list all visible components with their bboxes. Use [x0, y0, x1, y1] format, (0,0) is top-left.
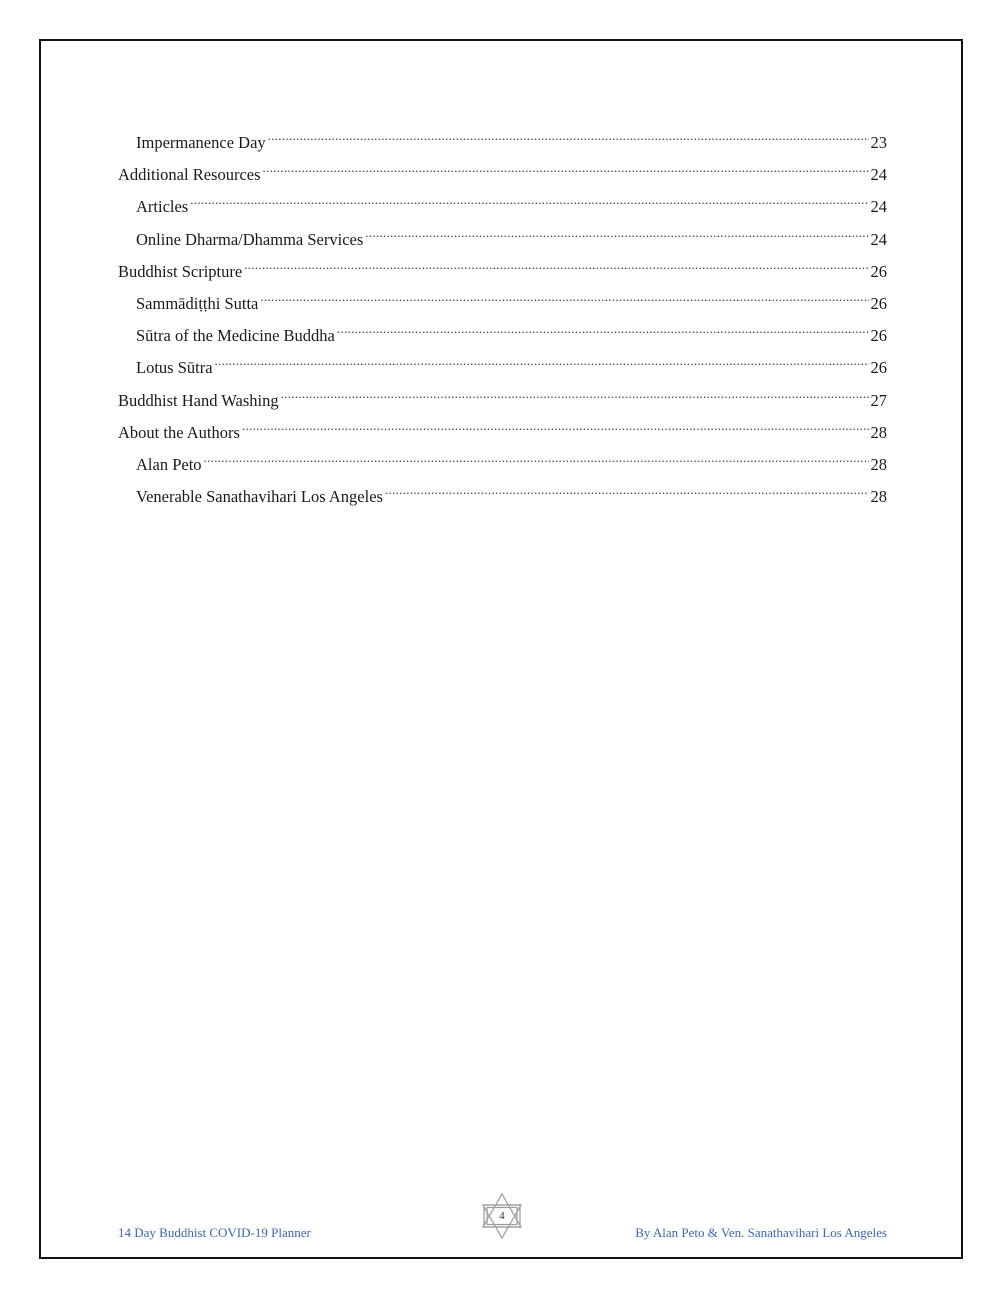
toc-entry-page: 28 — [870, 454, 887, 474]
toc-entry-page: 23 — [870, 133, 887, 152]
page-number: 4 — [499, 1210, 505, 1222]
footer-authors: By Alan Peto & Ven. Sanathavihari Los Angeles — [635, 1225, 887, 1240]
toc-entry[interactable] — [118, 180, 887, 217]
toc-entry-title: Sammādiṭṭhi Sutta — [136, 293, 259, 313]
footer-document-title: 14 Day Buddhist COVID-19 Planner — [118, 1225, 311, 1240]
toc-entry[interactable] — [118, 374, 887, 410]
toc-entry-page: 28 — [870, 422, 887, 442]
toc-dot-leader — [204, 438, 869, 470]
toc-entry-page: 24 — [870, 165, 887, 185]
star-emblem-icon — [477, 1191, 527, 1241]
toc-entry-title: About the Authors — [118, 422, 240, 442]
toc-entry-page: 26 — [870, 261, 887, 281]
toc-entry-title: Lotus Sūtra — [136, 358, 213, 378]
toc-entry-page: 24 — [870, 229, 887, 249]
toc-dot-leader — [365, 213, 868, 245]
toc-dot-leader — [242, 406, 869, 438]
toc-dot-leader — [385, 470, 869, 502]
toc-entry[interactable] — [118, 116, 887, 152]
toc-entry-page: 27 — [870, 390, 887, 410]
table-of-contents — [118, 116, 887, 507]
toc-entry-page: 28 — [870, 487, 887, 507]
toc-entry-title: Articles — [136, 197, 189, 217]
toc-entry-title: Sūtra of the Medicine Buddha — [136, 326, 335, 346]
toc-entry[interactable] — [118, 438, 887, 474]
toc-entry-page: 24 — [870, 197, 887, 217]
toc-entry-title: Buddhist Scripture — [118, 261, 243, 281]
toc-dot-leader — [190, 180, 868, 212]
toc-entry-page: 26 — [870, 326, 887, 346]
toc-entry-page: 26 — [870, 358, 887, 378]
toc-entry[interactable] — [118, 213, 887, 249]
toc-entry-title: Buddhist Hand Washing — [118, 390, 279, 410]
toc-dot-leader — [244, 245, 868, 277]
toc-dot-leader — [281, 374, 869, 406]
toc-dot-leader — [260, 277, 868, 309]
toc-entry-title: Online Dharma/Dhamma Services — [136, 229, 364, 249]
toc-entry[interactable] — [118, 470, 887, 507]
toc-entry-title: Additional Resources — [118, 165, 261, 185]
toc-entry-title: Alan Peto — [136, 454, 202, 474]
toc-dot-leader — [268, 116, 869, 148]
toc-entry-page: 26 — [870, 293, 887, 313]
toc-entry-title: Venerable Sanathavihari Los Angeles — [136, 487, 383, 507]
toc-dot-leader — [263, 148, 869, 180]
toc-dot-leader — [215, 341, 869, 373]
toc-entry[interactable] — [118, 341, 887, 378]
toc-dot-leader — [337, 309, 869, 341]
toc-entry-title: Impermanence Day — [136, 133, 266, 152]
